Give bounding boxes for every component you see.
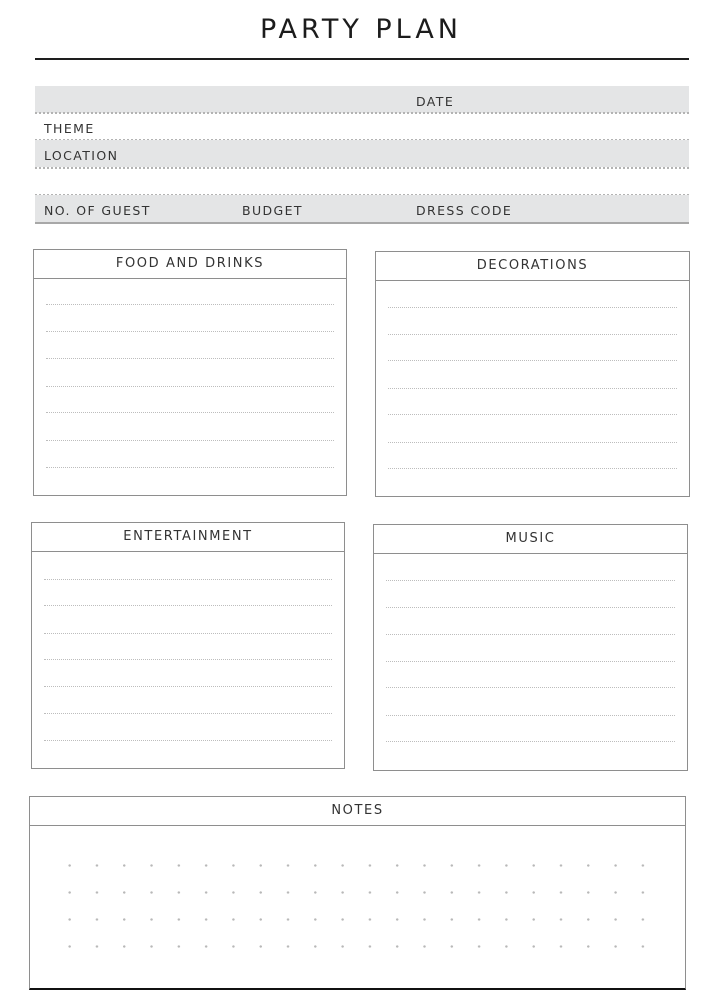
location-label: LOCATION	[44, 148, 119, 163]
music-line[interactable]	[386, 661, 675, 662]
notes-box	[29, 796, 686, 990]
dress-code-label[interactable]: DRESS CODE	[416, 203, 513, 218]
entertainment-line[interactable]	[44, 740, 332, 741]
notes-dot-grid[interactable]	[56, 852, 665, 970]
decorations-box	[375, 251, 690, 497]
notes-header: NOTES	[30, 797, 685, 826]
food-line[interactable]	[46, 386, 334, 387]
guests-label[interactable]: NO. OF GUEST	[44, 203, 151, 218]
title-rule	[35, 58, 689, 60]
food-and-drinks-header: FOOD AND DRINKS	[34, 250, 346, 279]
theme-row[interactable]	[35, 113, 689, 140]
music-line[interactable]	[386, 687, 675, 688]
decorations-line[interactable]	[388, 334, 677, 335]
food-and-drinks-box	[33, 249, 347, 496]
decorations-line[interactable]	[388, 388, 677, 389]
music-line[interactable]	[386, 607, 675, 608]
food-line[interactable]	[46, 304, 334, 305]
decorations-line[interactable]	[388, 360, 677, 361]
music-line[interactable]	[386, 580, 675, 581]
decorations-line[interactable]	[388, 442, 677, 443]
music-line[interactable]	[386, 741, 675, 742]
location-row[interactable]	[35, 140, 689, 167]
decorations-header: DECORATIONS	[376, 252, 689, 281]
music-line[interactable]	[386, 634, 675, 635]
info-band	[35, 86, 689, 224]
food-line[interactable]	[46, 412, 334, 413]
entertainment-line[interactable]	[44, 633, 332, 634]
info-bottom-border	[35, 222, 689, 224]
decorations-line[interactable]	[388, 307, 677, 308]
decorations-line[interactable]	[388, 414, 677, 415]
entertainment-box	[31, 522, 345, 769]
theme-label: THEME	[44, 121, 95, 136]
food-line[interactable]	[46, 440, 334, 441]
date-label: DATE	[416, 94, 455, 109]
music-box	[373, 524, 688, 771]
guests-budget-dress-row	[35, 195, 689, 222]
food-line[interactable]	[46, 331, 334, 332]
entertainment-header: ENTERTAINMENT	[32, 523, 344, 552]
blank-row[interactable]	[35, 168, 689, 195]
music-header: MUSIC	[374, 525, 687, 554]
page-title: PARTY PLAN	[260, 14, 462, 45]
food-line[interactable]	[46, 467, 334, 468]
entertainment-line[interactable]	[44, 713, 332, 714]
entertainment-line[interactable]	[44, 605, 332, 606]
decorations-line[interactable]	[388, 468, 677, 469]
budget-label[interactable]: BUDGET	[242, 203, 303, 218]
entertainment-line[interactable]	[44, 659, 332, 660]
entertainment-line[interactable]	[44, 579, 332, 580]
music-line[interactable]	[386, 715, 675, 716]
entertainment-line[interactable]	[44, 686, 332, 687]
date-row[interactable]	[35, 86, 689, 113]
food-line[interactable]	[46, 358, 334, 359]
